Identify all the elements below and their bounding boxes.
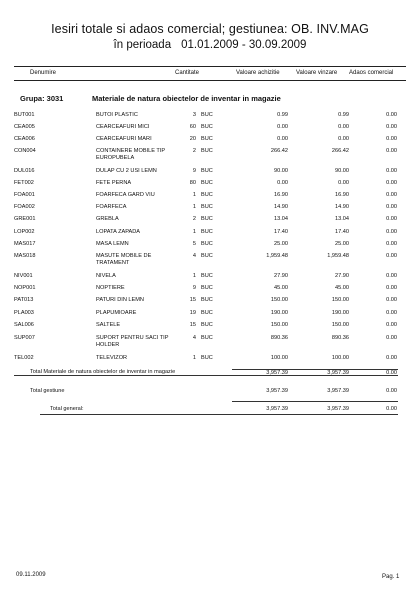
item-code: SAL006 [14, 322, 34, 328]
item-quantity: 15 [189, 297, 196, 303]
col-header-valoare-vanzare: Valoare vinzare [296, 70, 338, 76]
item-name: MASA LEMN [96, 241, 129, 247]
gestiune-total-label: Total gestiune [30, 388, 65, 394]
item-adaos: 0.00 [386, 168, 397, 174]
item-valoare-achizitie: 190.00 [270, 310, 288, 316]
item-quantity: 2 [192, 216, 196, 222]
item-adaos: 0.00 [386, 355, 397, 361]
group-name: Materiale de natura obiectelor de inventar in magazie [92, 94, 281, 103]
item-adaos: 0.00 [386, 229, 397, 235]
item-adaos: 0.00 [386, 148, 397, 154]
item-code: BUT001 [14, 112, 35, 118]
item-code: MAS018 [14, 253, 36, 259]
col-header-denumire: Denumire [30, 70, 57, 76]
report-period [0, 39, 420, 51]
item-name: CONTAINERE MOBILE TIP EUROPUBELA [96, 148, 166, 161]
item-quantity: 1 [192, 204, 196, 210]
item-unit: BUC [201, 204, 213, 210]
item-valoare-achizitie: 0.99 [277, 112, 288, 118]
item-valoare-vanzare: 266.42 [331, 148, 349, 154]
item-code: FET002 [14, 180, 34, 186]
item-name: SUPORT PENTRU SACI TIP HOLDER [96, 335, 169, 348]
general-total-vanz: 3,957.39 [327, 406, 349, 412]
item-quantity: 1 [192, 355, 196, 361]
item-name: CEARCEAFURI MARI [96, 136, 152, 142]
item-code: PLA003 [14, 310, 34, 316]
item-valoare-vanzare: 1,959.48 [327, 253, 349, 259]
item-name: NOPTIERE [96, 285, 125, 291]
item-valoare-achizitie: 100.00 [270, 355, 288, 361]
item-quantity: 3 [192, 112, 196, 118]
footer-date: 09.11.2009 [16, 572, 46, 578]
item-valoare-achizitie: 0.00 [277, 124, 288, 130]
item-valoare-achizitie: 27.90 [274, 273, 288, 279]
item-adaos: 0.00 [386, 204, 397, 210]
item-code: LOP002 [14, 229, 35, 235]
item-valoare-vanzare: 45.00 [335, 285, 349, 291]
group-total-adaos: 0.00 [386, 370, 397, 376]
item-valoare-vanzare: 25.00 [335, 241, 349, 247]
item-code: GRE001 [14, 216, 36, 222]
item-adaos: 0.00 [386, 310, 397, 316]
item-unit: BUC [201, 180, 213, 186]
item-name: NIVELA [96, 273, 116, 279]
item-quantity: 1 [192, 273, 196, 279]
header-bottom-rule [14, 80, 406, 81]
item-code: PAT013 [14, 297, 34, 303]
item-valoare-achizitie: 890.36 [270, 335, 288, 341]
item-name: BUTOI PLASTIC [96, 112, 138, 118]
item-valoare-vanzare: 150.00 [331, 297, 349, 303]
item-adaos: 0.00 [386, 124, 397, 130]
item-valoare-vanzare: 0.00 [338, 124, 349, 130]
item-unit: BUC [201, 273, 213, 279]
item-adaos: 0.00 [386, 253, 397, 259]
item-valoare-achizitie: 1,959.48 [266, 253, 288, 259]
item-quantity: 9 [192, 285, 196, 291]
item-name: GREBLA [96, 216, 119, 222]
item-name: CEARCEAFURI MICI [96, 124, 150, 130]
item-code: FOA001 [14, 192, 35, 198]
item-valoare-achizitie: 150.00 [270, 322, 288, 328]
item-valoare-vanzare: 13.04 [335, 216, 349, 222]
item-valoare-achizitie: 266.42 [270, 148, 288, 154]
item-valoare-vanzare: 90.00 [335, 168, 349, 174]
period-dates: 01.01.2009 - 30.09.2009 [181, 39, 307, 51]
item-valoare-vanzare: 0.99 [338, 112, 349, 118]
item-unit: BUC [201, 112, 213, 118]
item-unit: BUC [201, 253, 213, 259]
item-valoare-vanzare: 150.00 [331, 322, 349, 328]
item-valoare-vanzare: 890.36 [331, 335, 349, 341]
general-total-label: Total general: [50, 406, 84, 412]
item-name: MASUTE MOBILE DE TRATAMENT [96, 253, 152, 266]
header-top-rule [14, 66, 406, 67]
item-unit: BUC [201, 285, 213, 291]
item-valoare-vanzare: 0.00 [338, 136, 349, 142]
item-quantity: 4 [192, 253, 196, 259]
col-header-cantitate: Cantitate [175, 70, 200, 76]
item-quantity: 4 [192, 335, 196, 341]
item-code: TEL002 [14, 355, 34, 361]
group-total-vanz: 3,957.39 [327, 370, 349, 376]
item-quantity: 15 [189, 322, 196, 328]
item-quantity: 19 [189, 310, 196, 316]
general-total-rule [40, 414, 398, 415]
item-valoare-achizitie: 90.00 [274, 168, 288, 174]
item-valoare-vanzare: 27.90 [335, 273, 349, 279]
item-name: FOARFECA [96, 204, 127, 210]
item-unit: BUC [201, 192, 213, 198]
item-adaos: 0.00 [386, 192, 397, 198]
period-label: în perioada [113, 39, 172, 51]
item-adaos: 0.00 [386, 273, 397, 279]
item-quantity: 9 [192, 168, 196, 174]
item-quantity: 5 [192, 241, 196, 247]
item-valoare-achizitie: 13.04 [274, 216, 288, 222]
footer-page-number: Pag. 1 [382, 574, 400, 580]
item-adaos: 0.00 [386, 297, 397, 303]
item-valoare-vanzare: 0.00 [338, 180, 349, 186]
item-adaos: 0.00 [386, 285, 397, 291]
item-adaos: 0.00 [386, 216, 397, 222]
item-name: TELEVIZOR [96, 355, 128, 361]
col-header-valoare-achizitie: Valoare achizitie [236, 70, 280, 76]
item-name: DULAP CU 2 USI LEMN [96, 168, 157, 174]
item-adaos: 0.00 [386, 180, 397, 186]
item-valoare-achizitie: 14.90 [274, 204, 288, 210]
item-unit: BUC [201, 124, 213, 130]
item-name: PATURI DIN LEMN [96, 297, 144, 303]
item-unit: BUC [201, 148, 213, 154]
item-valoare-vanzare: 190.00 [331, 310, 349, 316]
item-valoare-achizitie: 150.00 [270, 297, 288, 303]
item-unit: BUC [201, 322, 213, 328]
item-valoare-vanzare: 14.90 [335, 204, 349, 210]
item-quantity: 20 [189, 136, 196, 142]
item-code: DUL016 [14, 168, 35, 174]
item-unit: BUC [201, 168, 213, 174]
item-name: PLAPUMIOARE [96, 310, 137, 316]
item-code: CEA005 [14, 124, 35, 130]
item-valoare-achizitie: 25.00 [274, 241, 288, 247]
gestiune-total-ach: 3,957.39 [266, 388, 288, 394]
item-quantity: 80 [189, 180, 196, 186]
item-quantity: 2 [192, 148, 196, 154]
item-unit: BUC [201, 241, 213, 247]
item-unit: BUC [201, 136, 213, 142]
item-code: CEA006 [14, 136, 35, 142]
item-quantity: 60 [189, 124, 196, 130]
general-total-ach: 3,957.39 [266, 406, 288, 412]
item-unit: BUC [201, 355, 213, 361]
col-header-adaos: Adaos comercial [349, 70, 394, 76]
gestiune-total-vanz: 3,957.39 [327, 388, 349, 394]
general-total-adaos: 0.00 [386, 406, 397, 412]
item-name: FETE PERNA [96, 180, 132, 186]
item-code: SUP007 [14, 335, 35, 341]
item-adaos: 0.00 [386, 322, 397, 328]
group-label: Grupa: 3031 [20, 94, 64, 103]
item-valoare-achizitie: 0.00 [277, 180, 288, 186]
item-adaos: 0.00 [386, 241, 397, 247]
item-valoare-vanzare: 16.90 [335, 192, 349, 198]
item-valoare-achizitie: 16.90 [274, 192, 288, 198]
item-unit: BUC [201, 297, 213, 303]
item-unit: BUC [201, 310, 213, 316]
item-valoare-achizitie: 45.00 [274, 285, 288, 291]
item-valoare-achizitie: 0.00 [277, 136, 288, 142]
item-quantity: 1 [192, 192, 196, 198]
item-quantity: 1 [192, 229, 196, 235]
item-unit: BUC [201, 216, 213, 222]
item-adaos: 0.00 [386, 112, 397, 118]
group-total-ach: 3,957.39 [266, 370, 288, 376]
group-total-label: Total Materiale de natura obiectelor de inventar in magazie [30, 369, 176, 375]
gestiune-total-rule [232, 401, 398, 402]
item-code: NOP001 [14, 285, 36, 291]
item-code: MAS017 [14, 241, 36, 247]
item-valoare-vanzare: 17.40 [335, 229, 349, 235]
item-name: LOPATA ZAPADA [96, 229, 141, 235]
item-unit: BUC [201, 335, 213, 341]
report-title: Iesiri totale si adaos comercial; gestiunea: OB. INV.MAG [51, 22, 369, 36]
gestiune-total-adaos: 0.00 [386, 388, 397, 394]
item-name: FOARFECA GARD VIU [96, 192, 155, 198]
item-adaos: 0.00 [386, 335, 397, 341]
item-code: FOA002 [14, 204, 35, 210]
item-unit: BUC [201, 229, 213, 235]
item-code: NIV001 [14, 273, 33, 279]
item-name: SALTELE [96, 322, 121, 328]
item-valoare-vanzare: 100.00 [331, 355, 349, 361]
item-valoare-achizitie: 17.40 [274, 229, 288, 235]
item-adaos: 0.00 [386, 136, 397, 142]
item-code: CON004 [14, 148, 36, 154]
